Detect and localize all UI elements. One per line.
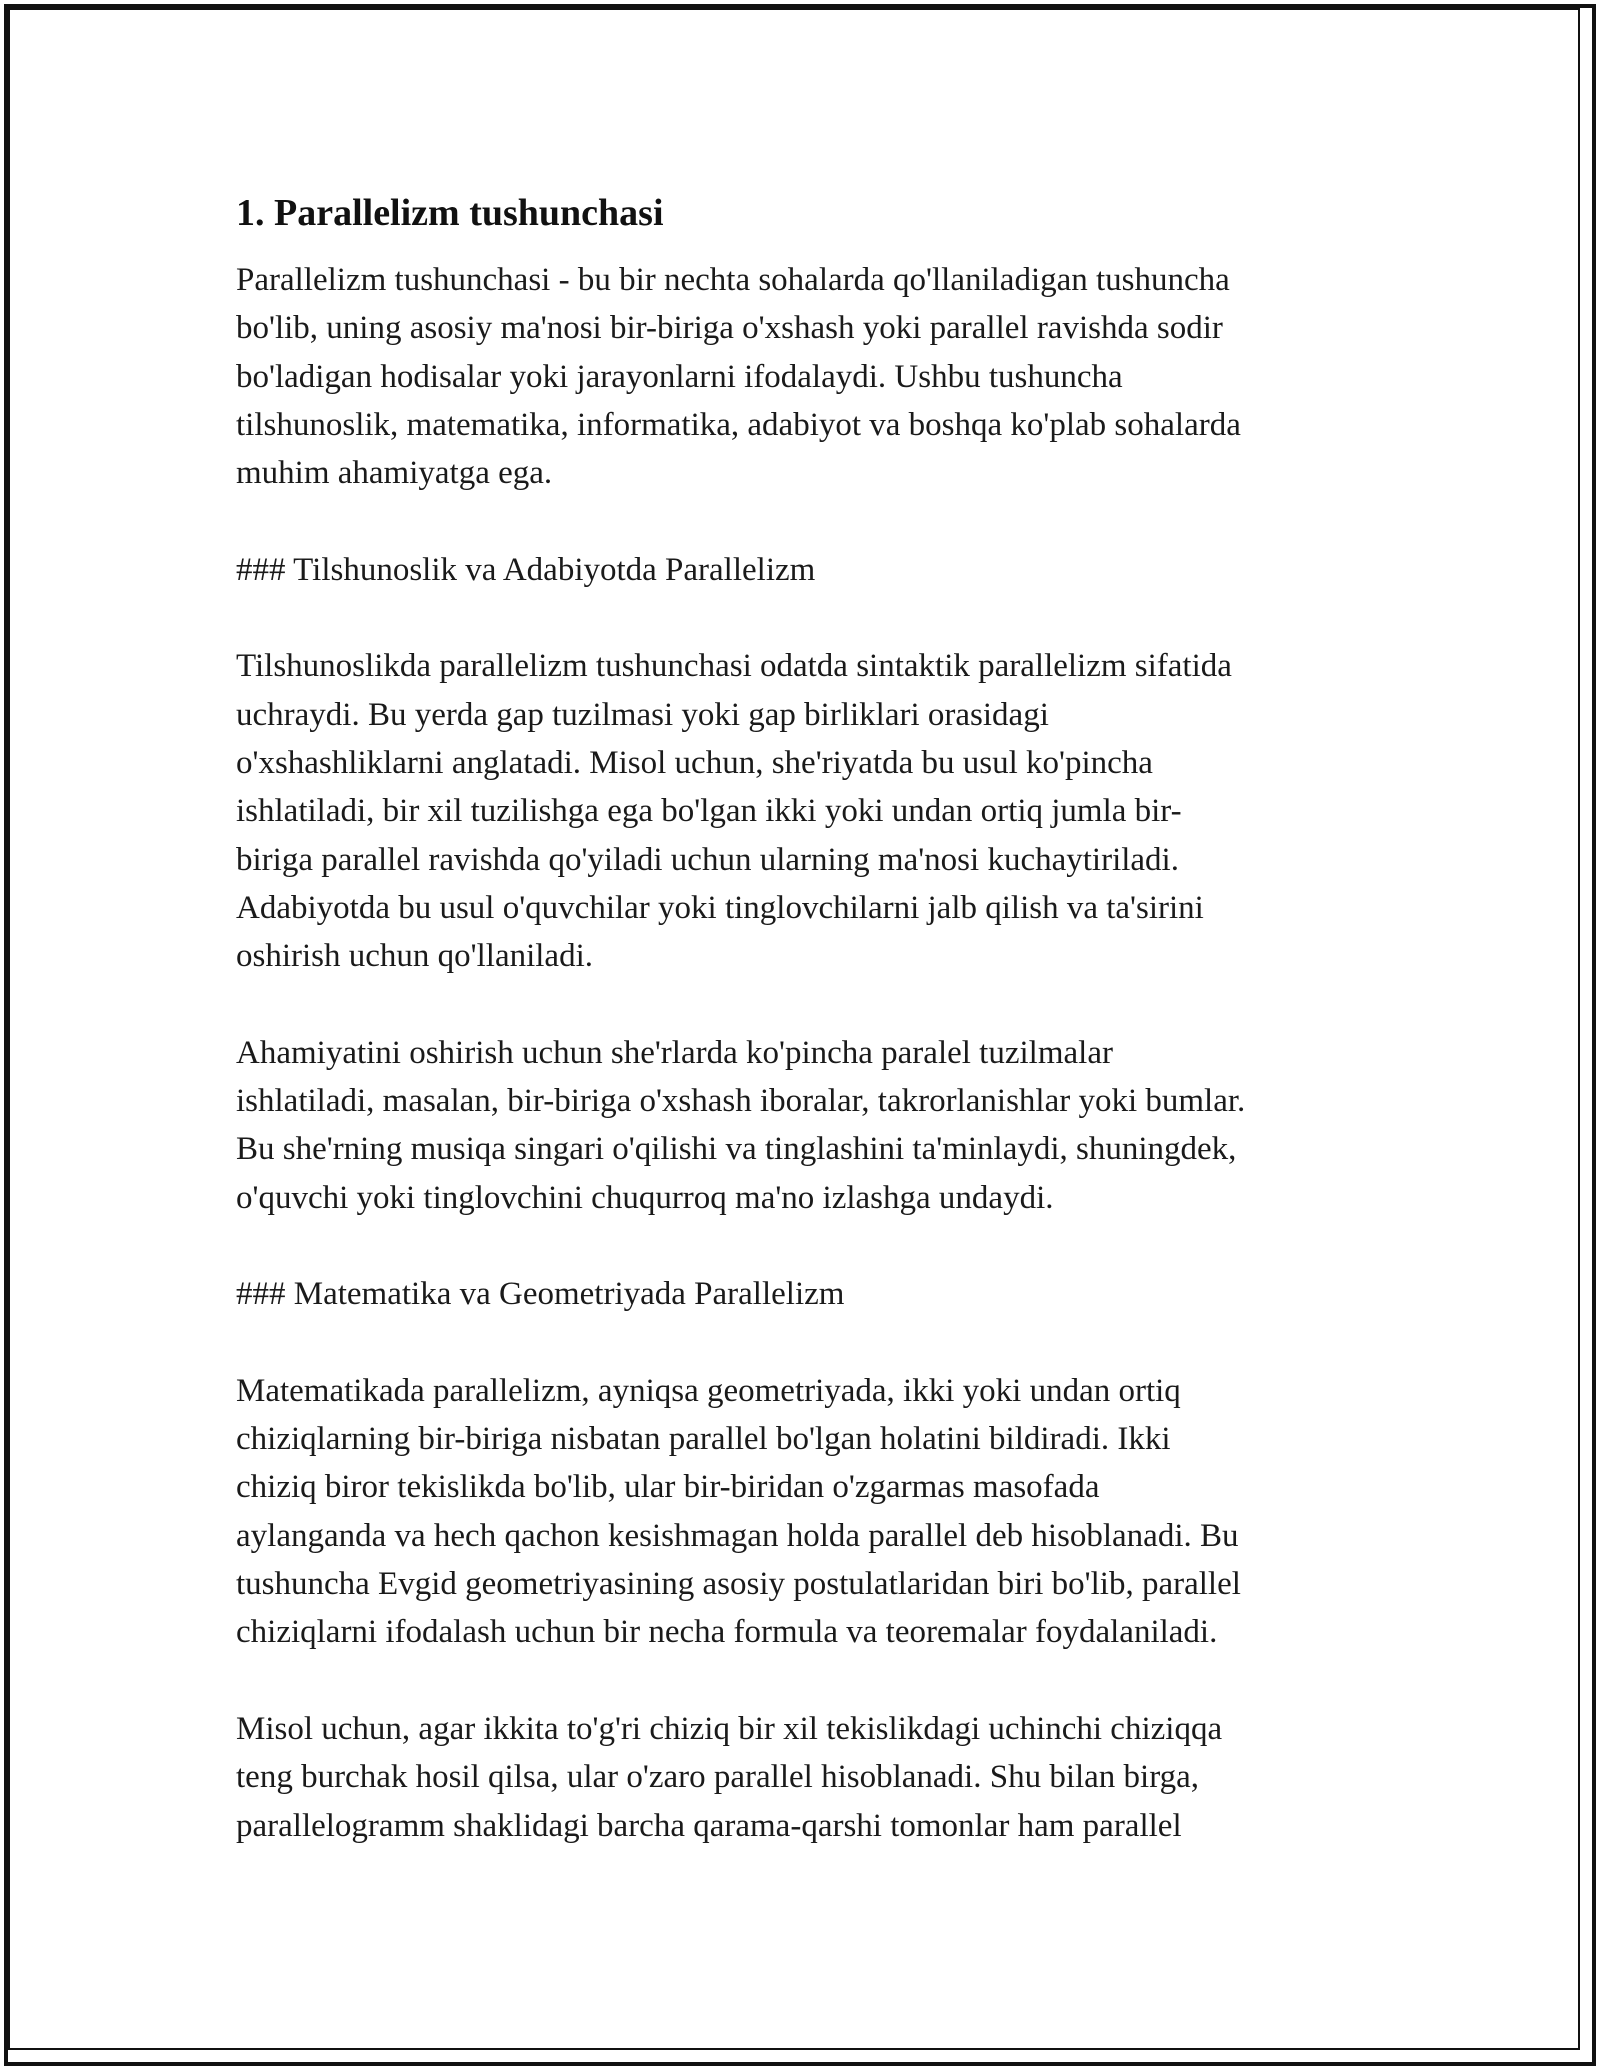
intro-paragraph: Parallelizm tushunchasi - bu bir nechta sohalarda qo'llaniladigan tushuncha bo'lib, uning asosiy ma'nosi bir-biriga o'xshash yoki parallel ravishda sodir bo'ladigan hodisalar yoki jarayonlarni ifodalaydi. Ushbu tushuncha tilshunoslik, matematika, informatika, adabiyot va boshqa ko'plab sohalarda muhim ahamiyatga ega. (236, 262, 1241, 492)
mathematics-paragraph: Matematikada parallelizm, ayniqsa geometriyada, ikki yoki undan ortiq chiziqlarning bir-biriga nisbatan parallel bo'lgan holatini bildiradi. Ikki chiziq biror tekislikda bo'lib, ular bir-biridan o'zgarmas masofada aylanganda va hech qachon kesishmagan holda parallel deb hisoblanadi. Bu tushuncha Evgid geometriyasining asosiy postulatlaridan biri bo'lib, parallel chiziqlarni ifodalash uchun bir necha formula va teoremalar foydalaniladi. (236, 1372, 1241, 1651)
section-heading-mathematics: ### Matematika va Geometriyada Parallelizm (236, 1276, 845, 1313)
document-title: 1. Parallelizm tushunchasi (236, 192, 664, 234)
document-body (236, 186, 1376, 1898)
linguistics-paragraph: Tilshunoslikda parallelizm tushunchasi odatda sintaktik parallelizm sifatida uchraydi. Bu yerda gap tuzilmasi yoki gap birliklari orasidagi o'xshashliklarni anglatadi. Misol uchun, she'riyatda bu usul ko'pincha ishlatiladi, bir xil tuzilishga ega bo'lgan ikki yoki undan ortiq jumla bir- biriga parallel ravishda qo'yiladi uchun ularning ma'nosi kuchaytiriladi. Adabiyotda bu usul o'quvchilar yoki tinglovchilarni jalb qilish va ta'sirini oshirish uchun qo'llaniladi. (236, 648, 1232, 975)
poetry-paragraph: Ahamiyatini oshirish uchun she'rlarda ko'pincha paralel tuzilmalar ishlatiladi, masalan, bir-biriga o'xshash iboralar, takrorlanishlar yoki bumlar. Bu she'rning musiqa singari o'qilishi va tinglashini ta'minlaydi, shuningdek, o'quvchi yoki tinglovchini chuqurroq ma'no izlashga undaydi. (236, 1034, 1246, 1216)
example-paragraph: Misol uchun, agar ikkita to'g'ri chiziq bir xil tekislikdagi uchinchi chiziqqa teng burchak hosil qilsa, ular o'zaro parallel hisoblanadi. Shu bilan birga, parallelogramm shaklidagi barcha qarama-qarshi tomonlar ham parallel (236, 1710, 1223, 1844)
section-heading-linguistics: ### Tilshunoslik va Adabiyotda Parallelizm (236, 551, 816, 588)
